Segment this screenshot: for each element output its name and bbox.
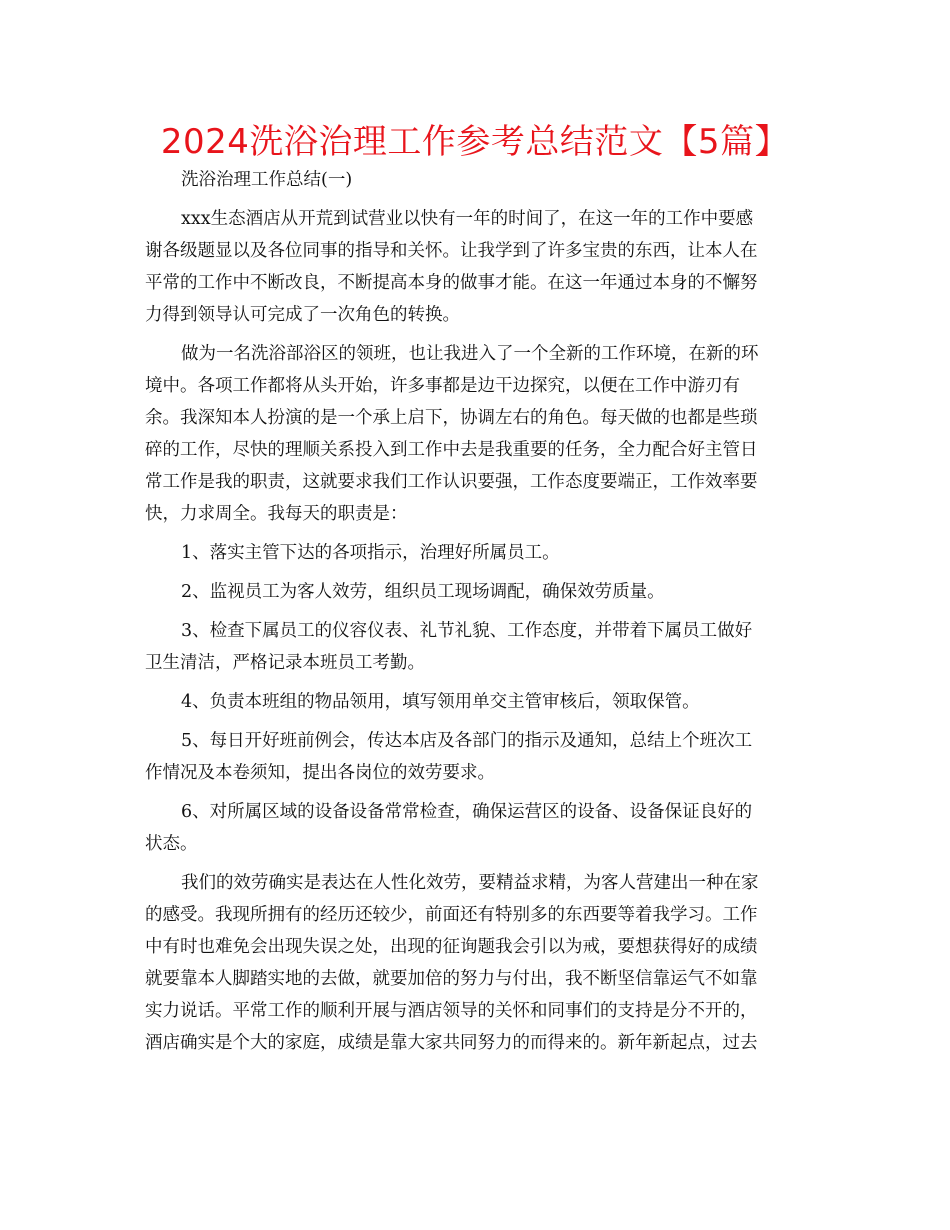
text-line: 4、负责本班组的物品领用，填写领用单交主管审核后，领取保管。 [181,692,700,712]
text-line: 谢各级题显以及各位同事的指导和关怀。让我学到了许多宝贵的东西，让本人在 [145,241,758,261]
text-line: 余。我深知本人扮演的是一个承上启下，协调左右的角色。每天做的也都是些琐 [145,408,758,428]
text-line: 5、每日开好班前例会，传达本店及各部门的指示及通知，总结上个班次工 [181,731,753,751]
document-body [145,164,805,1059]
text-line: xxx生态酒店从开荒到试营业以快有一年的时间了，在这一年的工作中要感 [181,209,754,229]
text-line: 碎的工作，尽快的理顺关系投入到工作中去是我重要的任务，全力配合好主管日 [145,440,758,460]
text-line: 作情况及本卷须知，提出各岗位的效劳要求。 [145,763,495,783]
duty-item [145,615,805,679]
duty-item [145,686,805,718]
text-line: 平常的工作中不断改良，不断提高本身的做事才能。在这一年通过本身的不懈努 [145,273,758,293]
duty-item [145,796,805,860]
section-heading: 洗浴治理工作总结(一) [181,170,353,190]
text-line: 实力说话。平常工作的顺利开展与酒店领导的关怀和同事们的支持是分不开的， [145,1001,758,1021]
text-line: 境中。各项工作都将从头开始，许多事都是边干边探究，以便在工作中游刃有 [145,376,740,396]
document-title: 2024洗浴治理工作参考总结范文【5篇】 [160,122,790,162]
text-line: 2、监视员工为客人效劳，组织员工现场调配，确保效劳质量。 [181,582,665,602]
text-line: 的感受。我现所拥有的经历还较少，前面还有特别多的东西要等着我学习。工作 [145,905,758,925]
duty-item [145,537,805,569]
text-line: 快，力求周全。我每天的职责是： [145,504,408,524]
text-line: 常工作是我的职责，这就要求我们工作认识要强，工作态度要端正，工作效率要 [145,472,758,492]
paragraph [145,867,805,1059]
text-line: 1、落实主管下达的各项指示，治理好所属员工。 [181,543,560,563]
text-line: 做为一名洗浴部浴区的领班，也让我进入了一个全新的工作环境，在新的环 [181,344,759,364]
duty-item [145,576,805,608]
text-line: 我们的效劳确实是表达在人性化效劳，要精益求精，为客人营建出一种在家 [181,873,759,893]
text-line: 力得到领导认可完成了一次角色的转换。 [145,305,460,325]
text-line: 状态。 [145,834,198,854]
text-line: 3、检查下属员工的仪容仪表、礼节礼貌、工作态度，并带着下属员工做好 [181,621,753,641]
duty-item [145,725,805,789]
paragraph [145,203,805,331]
text-line: 卫生清洁，严格记录本班员工考勤。 [145,653,425,673]
paragraph [145,338,805,530]
text-line: 中有时也难免会出现失误之处，出现的征询题我会引以为戒，要想获得好的成绩 [145,937,758,957]
text-line: 就要靠本人脚踏实地的去做，就要加倍的努力与付出，我不断坚信靠运气不如靠 [145,969,758,989]
text-line: 酒店确实是个大的家庭，成绩是靠大家共同努力的而得来的。新年新起点，过去 [145,1033,758,1053]
text-line: 6、对所属区域的设备设备常常检查，确保运营区的设备、设备保证良好的 [181,802,753,822]
